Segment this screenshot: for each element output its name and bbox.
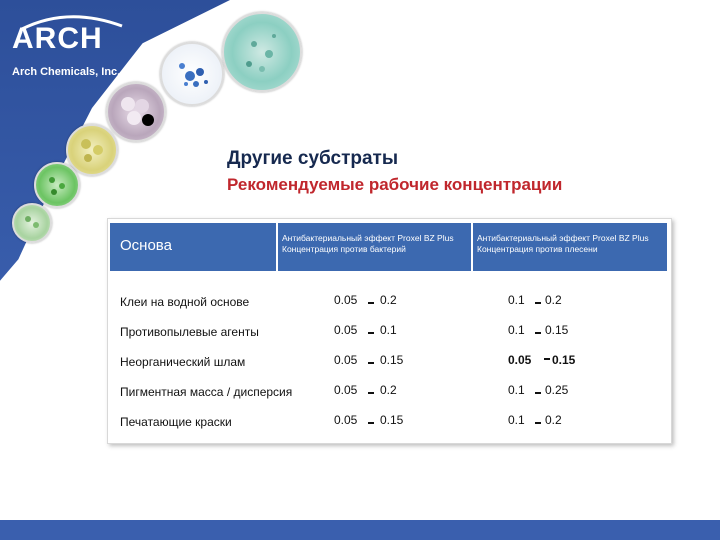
bacteria-min: 0.05 bbox=[334, 383, 358, 397]
header-mold bbox=[477, 233, 649, 255]
petri-dish-image bbox=[66, 124, 118, 176]
logo-company-name: Arch Chemicals, Inc. bbox=[12, 66, 121, 78]
petri-dish-image bbox=[160, 42, 224, 106]
page-title: Другие субстраты bbox=[227, 148, 399, 169]
header-mold-subtitle: Концентрация против плесени bbox=[477, 244, 598, 254]
table-header bbox=[110, 223, 667, 271]
bacteria-max: 0.15 bbox=[380, 353, 404, 367]
mold-max: 0.2 bbox=[545, 413, 562, 427]
mold-max: 0.2 bbox=[545, 293, 562, 307]
mold-max: 0.15 bbox=[552, 353, 576, 367]
range-dash bbox=[535, 422, 541, 424]
mold-min: 0.1 bbox=[508, 383, 525, 397]
mold-min: 0.05 bbox=[508, 353, 532, 367]
algae-colony-icon bbox=[36, 164, 78, 206]
arch-logo bbox=[12, 12, 132, 82]
range-dash bbox=[535, 392, 541, 394]
bacteria-max: 0.2 bbox=[380, 293, 397, 307]
mold-colony-icon bbox=[162, 44, 222, 104]
table-row-label: Клеи на водной основе bbox=[120, 295, 250, 309]
fungus-colony-icon bbox=[14, 205, 50, 241]
table-row-label: Печатающие краски bbox=[120, 415, 232, 429]
header-bacteria-title: Антибактериальный эффект Proxel BZ Plus bbox=[282, 233, 454, 243]
concentration-table bbox=[107, 218, 672, 444]
bacteria-min: 0.05 bbox=[334, 413, 358, 427]
mold-max: 0.25 bbox=[545, 383, 569, 397]
mold-min: 0.1 bbox=[508, 323, 525, 337]
range-dash bbox=[368, 422, 374, 424]
bacteria-max: 0.2 bbox=[380, 383, 397, 397]
petri-dish-image bbox=[222, 12, 302, 92]
yeast-colony-icon bbox=[68, 126, 116, 174]
header-mold-title: Антибактериальный эффект Proxel BZ Plus bbox=[477, 233, 649, 243]
petri-dish-image bbox=[34, 162, 80, 208]
range-dash bbox=[544, 358, 550, 360]
bacteria-max: 0.15 bbox=[380, 413, 404, 427]
header-divider bbox=[471, 223, 473, 271]
petri-dish-image bbox=[12, 203, 52, 243]
range-dash bbox=[535, 332, 541, 334]
range-dash bbox=[368, 362, 374, 364]
header-bacteria bbox=[282, 233, 454, 255]
range-dash bbox=[368, 332, 374, 334]
header-divider bbox=[276, 223, 278, 271]
footer-bar bbox=[0, 520, 720, 540]
range-dash bbox=[368, 392, 374, 394]
mold-min: 0.1 bbox=[508, 413, 525, 427]
range-dash bbox=[368, 302, 374, 304]
mold-max: 0.15 bbox=[545, 323, 569, 337]
table-row-label: Пигментная масса / дисперсия bbox=[120, 385, 293, 399]
logo-wordmark: ARCH bbox=[12, 22, 103, 55]
page-subtitle: Рекомендуемые рабочие концентрации bbox=[227, 175, 563, 194]
petri-dish-image bbox=[106, 82, 166, 142]
mold-min: 0.1 bbox=[508, 293, 525, 307]
cell-cluster-icon bbox=[108, 84, 164, 140]
bacteria-min: 0.05 bbox=[334, 353, 358, 367]
range-dash bbox=[535, 302, 541, 304]
bacteria-min: 0.05 bbox=[334, 323, 358, 337]
table-row-label: Противопылевые агенты bbox=[120, 325, 259, 339]
bacteria-colony-icon bbox=[224, 14, 300, 90]
bacteria-min: 0.05 bbox=[334, 293, 358, 307]
header-bacteria-subtitle: Концентрация против бактерий bbox=[282, 244, 406, 254]
bacteria-max: 0.1 bbox=[380, 323, 397, 337]
header-base: Основа bbox=[120, 237, 172, 254]
table-row-label: Неорганический шлам bbox=[120, 355, 246, 369]
